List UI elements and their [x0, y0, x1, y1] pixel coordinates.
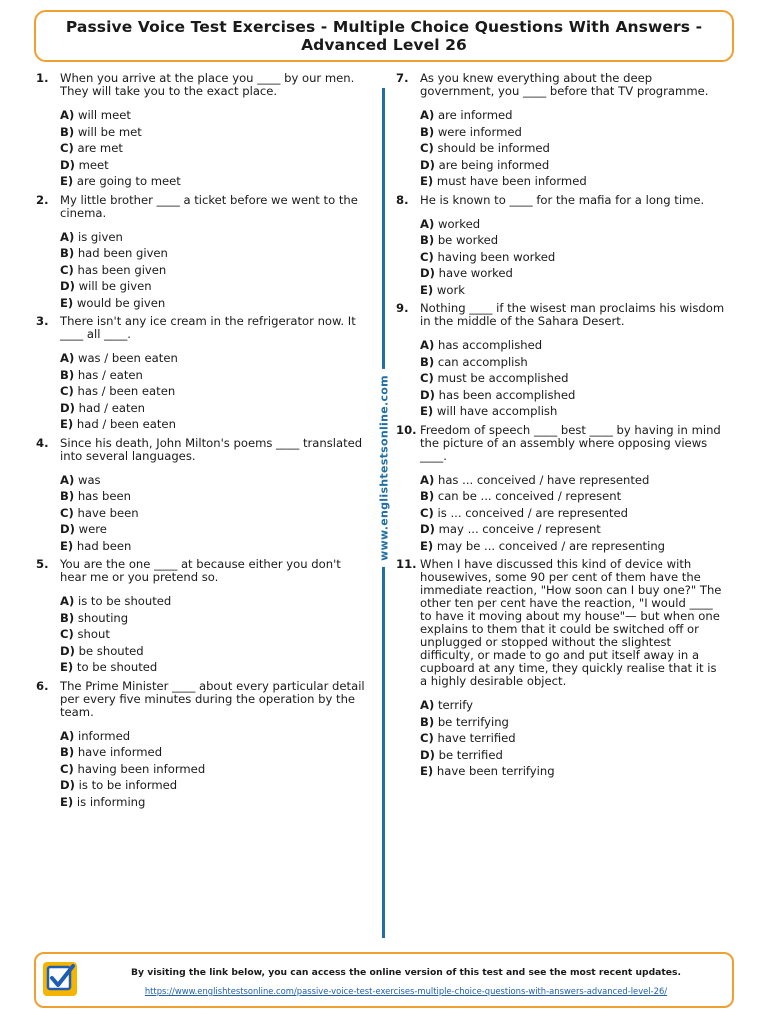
option-text: have been terrifying [436, 764, 555, 778]
option-text: having been informed [77, 761, 206, 776]
option-letter: D) [420, 157, 435, 172]
option-text: shout [77, 627, 110, 641]
answer-option [60, 626, 366, 643]
option-letter: E) [60, 417, 74, 431]
option-letter: A) [420, 338, 435, 352]
option-letter: E) [420, 538, 434, 553]
answer-option [420, 763, 726, 780]
answer-option [60, 728, 366, 745]
question-text: You are the one ____ at because either you don't hear me or you pretend so. [60, 557, 341, 584]
question-number: 3. [36, 314, 49, 328]
question-number: 4. [36, 435, 49, 450]
option-text: be terrified [438, 747, 503, 762]
answer-option [60, 416, 366, 433]
question-block [36, 315, 366, 433]
option-text: informed [77, 728, 131, 743]
option-text: work [436, 282, 465, 297]
question-text: When you arrive at the place you ____ by our men. They will take you to the exact place. [60, 71, 355, 98]
option-letter: A) [60, 351, 75, 365]
option-letter: B) [60, 745, 75, 759]
question-number: 2. [36, 192, 49, 207]
option-letter: B) [420, 714, 435, 729]
option-text: terrify [437, 698, 473, 712]
option-text: will have accomplish [436, 404, 558, 418]
question-block [36, 437, 366, 555]
option-letter: E) [60, 174, 74, 188]
option-text: had / eaten [78, 400, 145, 415]
option-letter: C) [60, 141, 74, 155]
footer-box [34, 952, 734, 1008]
answer-option [60, 245, 366, 262]
question [36, 72, 366, 98]
answer-option [60, 593, 366, 610]
question [396, 194, 726, 207]
answer-option [420, 714, 726, 731]
answer-option [420, 488, 726, 505]
option-text: has / been eaten [77, 384, 176, 398]
title-box [34, 10, 734, 62]
answer-option [420, 265, 726, 282]
answer-option [60, 124, 366, 141]
option-text: were [78, 522, 107, 536]
answer-option [60, 659, 366, 676]
option-letter: A) [420, 108, 435, 122]
option-letter: C) [60, 627, 74, 641]
answer-option [420, 282, 726, 299]
answer-option [420, 472, 726, 489]
answer-options [60, 728, 366, 811]
answer-options [420, 107, 726, 190]
answer-option [60, 744, 366, 761]
option-text: is given [77, 229, 123, 244]
answer-option [60, 643, 366, 660]
option-letter: C) [420, 371, 434, 385]
option-letter: D) [420, 266, 435, 280]
question-text: As you knew everything about the deep government, you ____ before that TV programme. [420, 71, 709, 98]
question-block [36, 558, 366, 676]
option-text: shouting [77, 610, 129, 625]
option-text: will be met [77, 124, 142, 139]
question [36, 315, 366, 341]
option-letter: A) [60, 472, 75, 487]
option-text: had been [76, 538, 132, 553]
answer-option [420, 157, 726, 174]
option-text: have worked [438, 266, 513, 280]
answer-option [60, 400, 366, 417]
option-text: had been given [77, 246, 168, 260]
option-text: having been worked [437, 249, 556, 264]
option-letter: E) [60, 538, 74, 553]
option-letter: B) [60, 610, 75, 625]
answer-option [420, 505, 726, 522]
answer-option [60, 472, 366, 489]
option-letter: D) [60, 157, 75, 172]
answer-option [60, 383, 366, 400]
option-text: has been accomplished [438, 387, 576, 402]
option-letter: A) [420, 698, 435, 712]
answer-options [60, 593, 366, 676]
answer-option [60, 610, 366, 627]
option-text: must have been informed [436, 174, 587, 188]
option-letter: D) [60, 643, 75, 658]
option-letter: A) [60, 594, 75, 608]
question-block [396, 424, 726, 555]
answer-options [420, 472, 726, 555]
answer-option [420, 124, 726, 141]
answer-options [60, 350, 366, 433]
answer-option [420, 370, 726, 387]
answer-option [60, 278, 366, 295]
answer-options [420, 216, 726, 299]
option-letter: C) [60, 761, 74, 776]
option-letter: D) [60, 778, 75, 792]
option-letter: E) [420, 404, 434, 418]
question [396, 558, 726, 688]
answer-option [60, 761, 366, 778]
option-letter: B) [420, 489, 435, 503]
footer-text [88, 966, 724, 998]
option-text: will meet [77, 108, 131, 122]
answer-option [420, 521, 726, 538]
answer-options [420, 697, 726, 780]
option-text: are being informed [438, 157, 550, 172]
option-text: had / been eaten [76, 417, 176, 431]
question-text: My little brother ____ a ticket before we went to the cinema. [60, 192, 358, 220]
option-text: is informing [76, 794, 146, 809]
answer-option [60, 521, 366, 538]
footer-note: By visiting the link below, you can access the online version of this test and see the most recent updates. [131, 967, 681, 978]
option-text: is ... conceived / are represented [437, 505, 629, 520]
question-text: When I have discussed this kind of device with housewives, some 90 per cent of them have the immediate reaction, "How soon can I buy one?" The other ten per cent have the reaction, "I would ____ to have it moving about my house"— but when one explains to them that it could be switched off or unplugged or stopped without the slightest difficulty, or made to go and put itself away in a cupboard at any time, they quickly realise that it is a highly desirable object. [420, 557, 722, 688]
option-text: was [77, 472, 101, 487]
option-text: is to be informed [78, 778, 178, 792]
option-text: were informed [437, 124, 522, 139]
answer-option [60, 350, 366, 367]
option-letter: E) [60, 660, 74, 674]
option-letter: E) [420, 174, 434, 188]
option-text: must be accomplished [437, 371, 569, 385]
checkbox-logo-icon [42, 961, 78, 997]
option-text: be worked [437, 233, 499, 247]
option-letter: B) [60, 246, 75, 260]
questions-left-column [36, 72, 366, 814]
answer-option [420, 747, 726, 764]
question-block [36, 680, 366, 811]
option-text: has / eaten [77, 367, 143, 382]
option-letter: E) [60, 295, 74, 310]
option-letter: E) [420, 764, 434, 778]
option-letter: A) [420, 216, 435, 231]
option-letter: B) [60, 124, 75, 139]
question-number: 5. [36, 557, 49, 571]
option-letter: B) [420, 124, 435, 139]
question [36, 437, 366, 463]
option-letter: A) [420, 472, 435, 487]
option-letter: D) [60, 522, 75, 536]
footer-link[interactable]: https://www.englishtestsonline.com/passive-voice-test-exercises-multiple-choice-questions-with-answers-advanced-level-26/ [144, 986, 668, 996]
answer-option [60, 140, 366, 157]
option-text: have been [77, 505, 139, 520]
answer-option [60, 229, 366, 246]
option-letter: D) [420, 522, 435, 536]
option-letter: A) [60, 728, 75, 743]
question-block [36, 194, 366, 312]
answer-option [60, 262, 366, 279]
answer-options [60, 229, 366, 312]
option-text: meet [78, 157, 109, 172]
question [396, 302, 726, 328]
option-letter: B) [60, 367, 75, 382]
option-text: has ... conceived / have represented [437, 472, 650, 487]
answer-option [60, 777, 366, 794]
question-text: Since his death, John Milton's poems ____ translated into several languages. [60, 435, 363, 463]
question-block [36, 72, 366, 190]
option-text: be shouted [78, 643, 144, 658]
answer-options [420, 337, 726, 420]
answer-option [420, 697, 726, 714]
question-text: The Prime Minister ____ about every particular detail per every five minutes during the operation by the team. [60, 678, 365, 719]
question [36, 680, 366, 719]
option-letter: C) [60, 505, 74, 520]
questions-right-column [396, 72, 726, 784]
answer-option [60, 538, 366, 555]
option-text: has accomplished [437, 338, 543, 352]
option-letter: C) [60, 262, 74, 277]
option-text: can be ... conceived / represent [437, 489, 622, 503]
question-block [396, 558, 726, 780]
option-letter: E) [420, 282, 434, 297]
answer-option [420, 387, 726, 404]
question-number: 8. [396, 192, 409, 207]
answer-option [60, 505, 366, 522]
answer-option [420, 249, 726, 266]
option-letter: B) [420, 233, 435, 247]
option-text: are informed [437, 108, 513, 122]
option-text: would be given [76, 295, 166, 310]
option-letter: D) [420, 747, 435, 762]
page-title: Passive Voice Test Exercises - Multiple Choice Questions With Answers - Advanced Level 26 [65, 18, 703, 54]
answer-option [420, 107, 726, 124]
option-letter: C) [420, 249, 434, 264]
question [396, 72, 726, 98]
option-letter: C) [420, 505, 434, 520]
answer-option [420, 140, 726, 157]
question-block [396, 194, 726, 299]
option-text: may be ... conceived / are representing [436, 538, 666, 553]
option-letter: D) [60, 279, 75, 293]
option-text: have terrified [437, 731, 516, 745]
answer-options [60, 107, 366, 190]
answer-option [420, 354, 726, 371]
question [396, 424, 726, 463]
answer-option [60, 488, 366, 505]
question [36, 194, 366, 220]
answer-options [60, 472, 366, 555]
option-text: is to be shouted [77, 594, 172, 608]
option-letter: C) [420, 731, 434, 745]
option-text: may ... conceive / represent [438, 522, 601, 536]
answer-option [420, 730, 726, 747]
question-text: Nothing ____ if the wisest man proclaims his wisdom in the middle of the Sahara Desert. [420, 301, 725, 328]
option-text: are met [77, 141, 123, 155]
question [36, 558, 366, 584]
answer-option [420, 173, 726, 190]
answer-option [420, 232, 726, 249]
answer-option [60, 295, 366, 312]
option-letter: C) [60, 384, 74, 398]
question-number: 6. [36, 678, 49, 693]
question-number: 7. [396, 71, 409, 85]
option-letter: A) [60, 229, 75, 244]
option-letter: D) [60, 400, 75, 415]
answer-option [420, 216, 726, 233]
question-text: Freedom of speech ____ best ____ by having in mind the picture of an assembly where opposing views ____. [420, 422, 721, 463]
option-letter: C) [420, 141, 434, 155]
question-block [396, 302, 726, 420]
question-number: 9. [396, 301, 409, 315]
question-text: He is known to ____ for the mafia for a long time. [420, 192, 705, 207]
option-text: worked [437, 216, 481, 231]
option-text: will be given [78, 279, 152, 293]
answer-option [60, 367, 366, 384]
option-text: has been [77, 489, 131, 503]
option-text: have informed [77, 745, 163, 759]
option-letter: B) [420, 354, 435, 369]
option-letter: B) [60, 489, 75, 503]
answer-option [60, 157, 366, 174]
question-block [396, 72, 726, 190]
option-text: can accomplish [437, 354, 528, 369]
option-text: was / been eaten [77, 351, 178, 365]
option-text: has been given [77, 262, 167, 277]
option-text: are going to meet [76, 174, 181, 188]
question-number: 11. [396, 557, 417, 571]
option-letter: E) [60, 794, 74, 809]
answer-option [60, 794, 366, 811]
side-url: www.englishtestsonline.com [378, 369, 391, 567]
answer-option [420, 403, 726, 420]
option-text: should be informed [437, 141, 550, 155]
question-number: 10. [396, 422, 417, 437]
question-number: 1. [36, 71, 49, 85]
option-letter: D) [420, 387, 435, 402]
answer-option [420, 337, 726, 354]
answer-option [420, 538, 726, 555]
answer-option [60, 107, 366, 124]
option-text: to be shouted [76, 660, 158, 674]
question-text: There isn't any ice cream in the refrigerator now. It ____ all ____. [60, 314, 356, 341]
option-letter: A) [60, 108, 75, 122]
option-text: be terrifying [437, 714, 509, 729]
answer-option [60, 173, 366, 190]
